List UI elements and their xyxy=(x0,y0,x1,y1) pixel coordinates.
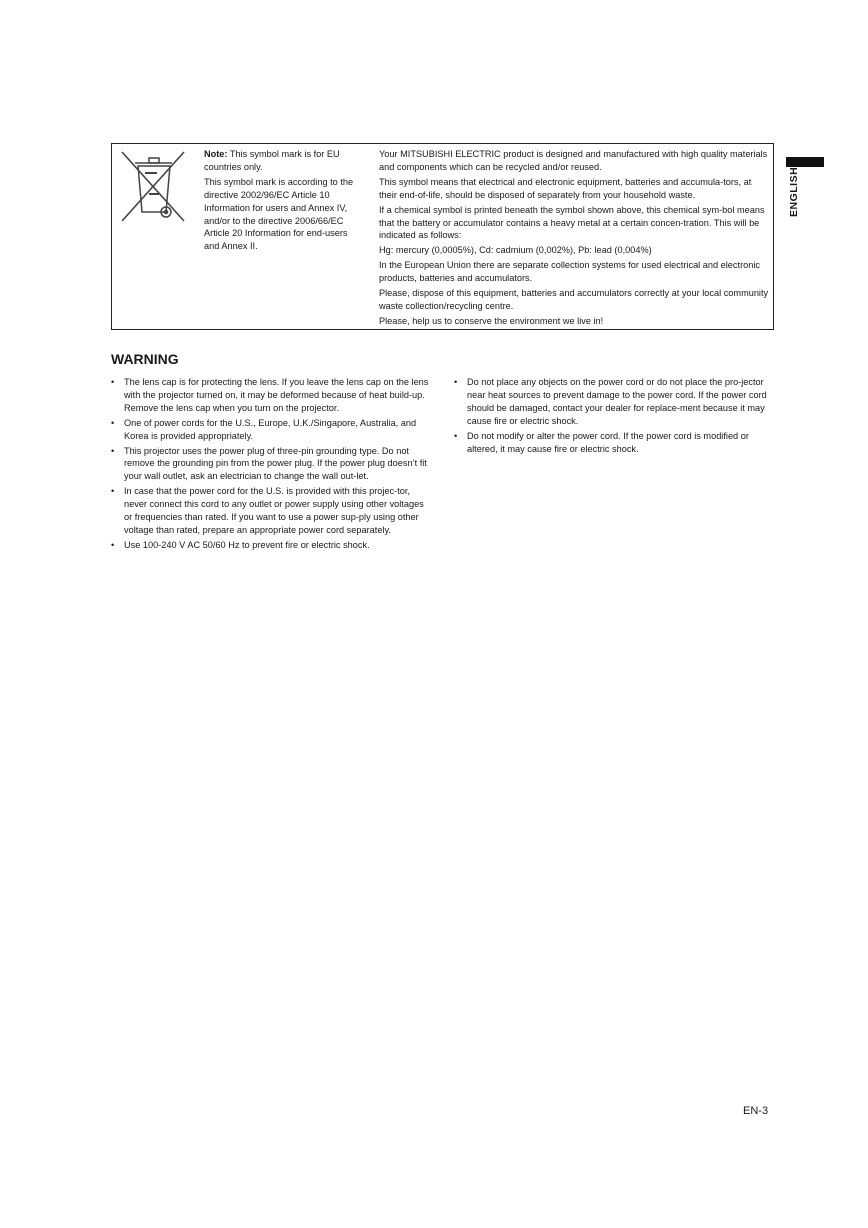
weee-symbol-cell xyxy=(112,144,201,329)
bullet: • xyxy=(111,539,115,550)
info-paragraph: Please, help us to conserve the environment we live in! xyxy=(379,315,604,326)
bullet: • xyxy=(454,377,458,387)
note-label: Note: xyxy=(204,149,228,159)
note-paragraph-1 xyxy=(204,148,364,174)
info-paragraph: This symbol means that electrical and electronic equipment, batteries and accumula-tors, at their end-of-life, should be disposed of separately from your household waste. xyxy=(379,176,752,200)
bullet: • xyxy=(111,417,115,428)
page-number: EN-3 xyxy=(743,1105,769,1117)
recycling-info-column xyxy=(379,148,771,330)
note-text: This symbol mark is for EU countries only. xyxy=(204,149,340,172)
warning-item xyxy=(454,376,772,428)
info-paragraph: In the European Union there are separate collection systems for used electrical and electronic products, batteries and accumulators. xyxy=(379,260,760,284)
warning-item xyxy=(111,485,429,537)
info-paragraph: If a chemical symbol is printed beneath the symbol shown above, this chemical sym-bol means that the battery or accumulator contains a heavy metal at a certain concen-tration. This will be indicated as follows: xyxy=(379,204,765,241)
warning-item xyxy=(111,445,429,484)
warning-item-text: This projector uses the power plug of three-pin grounding type. Do not remove the grounding pin from the power plug. If the power plug doesn’t fit your wall outlet, ask an electrician to change the wall out-let. xyxy=(124,445,427,482)
bullet: • xyxy=(454,430,458,441)
warning-item-text: Use 100-240 V AC 50/60 Hz to prevent fire or electric shock. xyxy=(124,539,370,550)
warning-item xyxy=(454,430,772,456)
bullet: • xyxy=(111,486,115,497)
warning-item-text: In case that the power cord for the U.S. is provided with this projec-tor, never connect this cord to any outlet or power supply using other voltages or frequencies than rated. If you want to use a power sup-ply using other voltage than rated, prepare an appropriate power cord separately. xyxy=(124,486,424,535)
crossed-out-wheelie-bin-icon xyxy=(120,148,192,224)
info-paragraph: Please, dispose of this equipment, batteries and accumulators correctly at your local community waste collection/recycling centre. xyxy=(379,288,769,311)
bullet: • xyxy=(111,377,115,387)
warning-item xyxy=(111,417,429,443)
warning-item-text: One of power cords for the U.S., Europe, U.K./Singapore, Australia, and Korea is provided appropriately. xyxy=(124,417,417,441)
bullet: • xyxy=(111,445,115,456)
warning-item xyxy=(111,539,429,552)
info-paragraph: Hg: mercury (0,0005%), Cd: cadmium (0,002%), Pb: lead (0,004%) xyxy=(379,245,652,256)
warning-item-text: The lens cap is for protecting the lens. If you leave the lens cap on the lens with the projector turned on, it may be deformed because of heat build-up. Remove the lens cap when you turn on the projector. xyxy=(124,377,429,413)
warning-list-left xyxy=(111,376,429,554)
language-tab-marker xyxy=(786,157,824,167)
note-paragraph-2: This symbol mark is according to the directive 2002/96/EC Article 10 Information for users and Annex IV, and/or to the directive 2006/66/EC Article 20 Information for end-users and Annex II. xyxy=(204,176,354,252)
warning-list-right xyxy=(454,376,772,457)
note-column xyxy=(204,148,364,255)
weee-notice-box xyxy=(111,143,774,330)
language-tab-label: ENGLISH xyxy=(788,166,800,217)
warning-heading: WARNING xyxy=(111,351,179,367)
warning-item-text: Do not place any objects on the power cord or do not place the pro-jector near heat sources to prevent damage to the power cord. If the power cord should be damaged, contact your dealer for replace-ment because it may cause fire or electric shock. xyxy=(467,377,767,426)
warning-item xyxy=(111,376,429,415)
warning-item-text: Do not modify or alter the power cord. If the power cord is modified or altered, it may cause fire or electric shock. xyxy=(467,430,749,454)
info-paragraph: Your MITSUBISHI ELECTRIC product is designed and manufactured with high quality materials and components which can be recycled and/or reused. xyxy=(379,149,768,172)
